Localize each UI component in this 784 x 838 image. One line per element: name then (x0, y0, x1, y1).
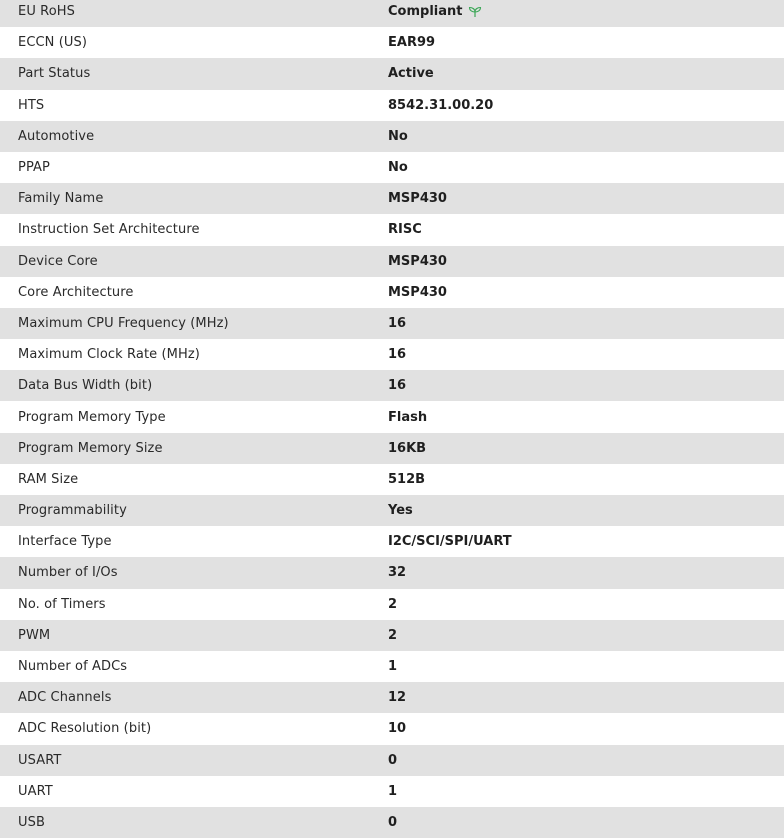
spec-value: No (388, 128, 408, 144)
spec-row-part-status (0, 58, 784, 89)
spec-label: Program Memory Size (18, 440, 163, 456)
spec-row-adc-resolution (0, 713, 784, 744)
spec-label: USB (18, 814, 45, 830)
spec-value: 0 (388, 752, 398, 768)
spec-row-pwm (0, 620, 784, 651)
spec-row-data-bus-width (0, 370, 784, 401)
spec-row-max-cpu-frequency (0, 308, 784, 339)
spec-label: PPAP (18, 160, 50, 176)
spec-value: 2 (388, 596, 398, 612)
spec-label: Device Core (18, 253, 98, 269)
spec-row-family-name (0, 183, 784, 214)
spec-label: Number of ADCs (18, 659, 128, 675)
spec-value: 16 (388, 347, 407, 363)
spec-row-timers (0, 589, 784, 620)
spec-value (388, 4, 784, 19)
spec-value: No (388, 160, 408, 176)
spec-row-adc-channels (0, 682, 784, 713)
spec-value: Yes (388, 503, 413, 519)
spec-value: RISC (388, 222, 422, 238)
spec-label: No. of Timers (18, 596, 106, 612)
spec-value: 1 (388, 783, 398, 799)
spec-value: 2 (388, 627, 398, 643)
spec-row-hts (0, 90, 784, 121)
spec-value-text: Compliant (388, 4, 463, 20)
spec-value: 16 (388, 378, 407, 394)
spec-label: ECCN (US) (18, 35, 88, 51)
spec-row-isa (0, 214, 784, 245)
spec-label: Program Memory Type (18, 409, 166, 425)
spec-value: EAR99 (388, 35, 436, 51)
spec-row-program-memory-type (0, 401, 784, 432)
spec-value: MSP430 (388, 253, 447, 269)
spec-label: Number of I/Os (18, 565, 118, 581)
spec-row-eu-rohs (0, 0, 784, 27)
spec-value: MSP430 (388, 191, 447, 207)
spec-value: MSP430 (388, 284, 447, 300)
spec-row-number-of-ios (0, 557, 784, 588)
spec-row-number-of-adcs (0, 651, 784, 682)
spec-value: 0 (388, 814, 398, 830)
spec-label: Part Status (18, 66, 91, 82)
leaf-icon (468, 6, 482, 18)
spec-label: UART (18, 783, 53, 799)
spec-label: Family Name (18, 191, 104, 207)
spec-label: HTS (18, 97, 45, 113)
spec-value: Active (388, 66, 434, 82)
spec-row-usb (0, 807, 784, 838)
spec-row-automotive (0, 121, 784, 152)
spec-row-core-architecture (0, 277, 784, 308)
spec-value: Flash (388, 409, 428, 425)
spec-value: 16KB (388, 440, 427, 456)
spec-row-programmability (0, 495, 784, 526)
spec-value: 8542.31.00.20 (388, 97, 494, 113)
spec-label: ADC Resolution (bit) (18, 721, 152, 737)
spec-label: Programmability (18, 503, 127, 519)
spec-label: Maximum CPU Frequency (MHz) (18, 315, 229, 331)
spec-label: ADC Channels (18, 690, 112, 706)
spec-label: Core Architecture (18, 284, 134, 300)
spec-row-uart (0, 776, 784, 807)
spec-row-interface-type (0, 526, 784, 557)
spec-label: RAM Size (18, 471, 79, 487)
spec-value: 512B (388, 471, 426, 487)
spec-value: 12 (388, 690, 407, 706)
spec-label: Interface Type (18, 534, 112, 550)
spec-row-ppap (0, 152, 784, 183)
spec-row-eccn (0, 27, 784, 58)
spec-label: Instruction Set Architecture (18, 222, 200, 238)
spec-row-ram-size (0, 464, 784, 495)
spec-label: Automotive (18, 128, 95, 144)
spec-label: PWM (18, 627, 51, 643)
spec-value: 16 (388, 315, 407, 331)
spec-value: 1 (388, 659, 398, 675)
spec-label: EU RoHS (18, 4, 75, 20)
spec-value: I2C/SCI/SPI/UART (388, 534, 512, 550)
spec-value: 32 (388, 565, 407, 581)
spec-row-usart (0, 745, 784, 776)
spec-label: Data Bus Width (bit) (18, 378, 153, 394)
spec-value: 10 (388, 721, 407, 737)
spec-label: USART (18, 752, 62, 768)
spec-row-program-memory-size (0, 433, 784, 464)
spec-row-device-core (0, 246, 784, 277)
spec-row-max-clock-rate (0, 339, 784, 370)
spec-label: Maximum Clock Rate (MHz) (18, 347, 200, 363)
